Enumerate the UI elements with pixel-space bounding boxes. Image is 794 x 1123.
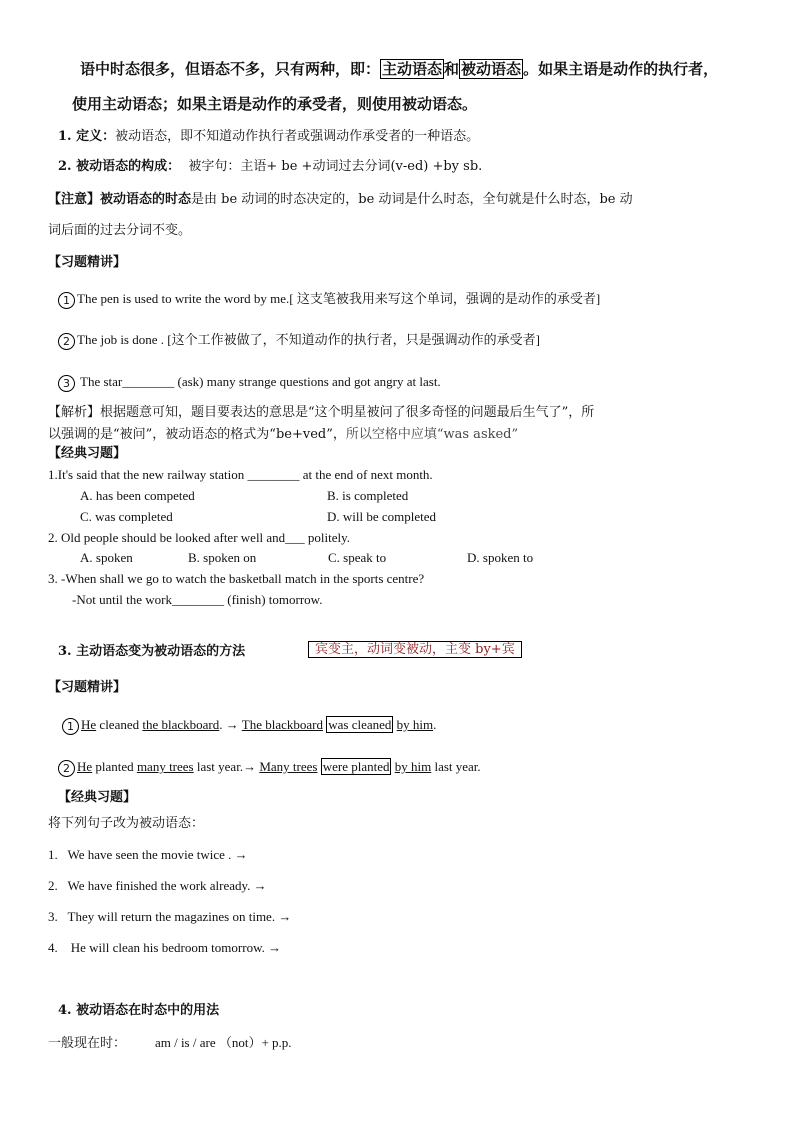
section-4-heading: 4. 被动语态在时态中的用法 — [58, 1003, 220, 1018]
question-3-answer-line: -Not until the work________ (finish) tomorrow. — [72, 592, 323, 607]
question-2-option-a: A. spoken — [80, 550, 133, 565]
question-1-option-c: C. was completed — [80, 509, 173, 524]
intro-line-1: 语中时态很多，但语态不多，只有两种，即： 主动语态 和 被动语态 。如果主语是动作的执行者， — [80, 60, 719, 78]
circled-number: 1 — [58, 292, 75, 309]
convert-item: 4. He will clean his bedroom tomorrow. → — [48, 940, 282, 955]
intro-line-2: 使用主动语态；如果主语是动作的承受者，则使用被动语态。 — [72, 95, 478, 113]
analysis-line-2: 以强调的是“被问”，被动语态的格式为“be+ved”，所以空格中应填“was asked” — [48, 427, 519, 442]
definition: 1. 定义：被动语态，即不知道动作执行者或强调动作承受者的一种语态。 — [58, 129, 480, 144]
question-2-option-c: C. speak to — [328, 550, 387, 565]
question-1-option-d: D. will be completed — [327, 509, 437, 524]
example-1: 1 The pen is used to write the word by me.[ 这支笔被我用来写这个单词，强调的是动作的承受者] — [58, 290, 600, 309]
question-2-stem: 2. Old people should be looked after well and___ politely. — [48, 530, 351, 545]
transform-example-1: 1 He cleaned the blackboard. → The blackboard was cleaned by him. — [62, 716, 436, 735]
convert-item: 3. They will return the magazines on time. → — [48, 909, 292, 924]
section-3-rule: 宾变主，动词变被动，主变 by+宾 — [308, 641, 522, 659]
present-tense-formula: 一般现在时： am / is / are （not）+ p.p. — [48, 1035, 292, 1051]
transform-example-2: 2 He planted many trees last year.→ Many trees were planted by him last year. — [58, 758, 481, 777]
note-line-2: 词后面的过去分词不变。 — [48, 223, 192, 238]
section-heading-classic: 【经典习题】 — [48, 446, 127, 461]
convert-instruction: 将下列句子改为被动语态： — [48, 816, 205, 831]
convert-item: 1. We have seen the movie twice . → — [48, 847, 248, 862]
question-1-option-a: A. has been competed — [80, 488, 195, 503]
section-3-heading: 3. 主动语态变为被动语态的方法 — [58, 644, 246, 659]
question-1-stem: 1.It's said that the new railway station ________ at the end of next month. — [48, 467, 433, 482]
question-1-option-b: B. is completed — [327, 488, 409, 503]
convert-item: 2. We have finished the work already. → — [48, 878, 267, 893]
passive-voice-term: 被动语态 — [461, 60, 522, 78]
example-3: 3 The star________ (ask) many strange questions and got angry at last. — [58, 373, 441, 392]
example-2: 2 The job is done . [这个工作被做了，不知道动作的执行者，只是强调动作的承受者] — [58, 331, 540, 350]
circled-number: 2 — [58, 760, 75, 777]
circled-number: 3 — [58, 375, 75, 392]
circled-number: 2 — [58, 333, 75, 350]
section-heading-practice: 【习题精讲】 — [48, 255, 127, 270]
structure: 2. 被动语态的构成： 被字句：主语+ be +动词过去分词(v-ed) +by sb. — [58, 159, 483, 174]
circled-number: 1 — [62, 718, 79, 735]
analysis-line-1: 【解析】根据题意可知，题目要表达的意思是“这个明星被问了很多奇怪的问题最后生气了”，所 — [48, 405, 595, 420]
active-voice-term: 主动语态 — [382, 60, 443, 78]
note-line-1: 【注意】被动语态的时态是由 be 动词的时态决定的，be 动词是什么时态，全句就是什么时态，be 动 — [48, 192, 633, 207]
section-heading-classic-2: 【经典习题】 — [58, 790, 137, 805]
question-2-option-b: B. spoken on — [188, 550, 257, 565]
section-heading-practice-2: 【习题精讲】 — [48, 680, 127, 695]
question-3-stem: 3. -When shall we go to watch the basketball match in the sports centre? — [48, 571, 425, 586]
question-2-option-d: D. spoken to — [467, 550, 534, 565]
